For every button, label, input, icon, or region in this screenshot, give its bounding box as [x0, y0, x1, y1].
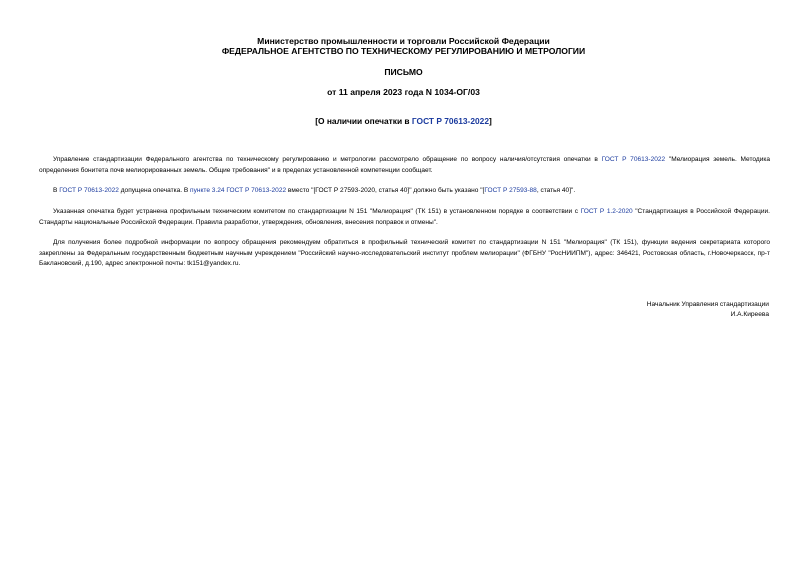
subject-close: ] — [488, 116, 492, 126]
p2-gost-27593-link[interactable]: ГОСТ Р 27593-88 — [484, 187, 537, 194]
signatory-title: Начальник Управления стандартизации — [646, 301, 769, 308]
paragraph-3 — [39, 207, 770, 228]
p2-text-b: допущена опечатка. В — [118, 187, 191, 194]
signature-block — [647, 300, 769, 321]
document-subject — [0, 116, 807, 126]
p1-text-a: Управление стандартизации Федерального агентства по техническому регулированию и метрологии рассмотрело обращение по вопросу наличия/отсутствия опечатки в — [53, 156, 602, 163]
subject-open: [О наличии опечатки в — [315, 116, 412, 126]
signatory-name: И.А.Киреева — [730, 311, 769, 319]
p3-gost-link[interactable]: ГОСТ Р 1.2-2020 — [580, 208, 633, 215]
p2-text-d: , статья 40]". — [536, 187, 576, 194]
p2-text-a: В — [53, 187, 60, 194]
p1-gost-link[interactable]: ГОСТ Р 70613-2022 — [601, 156, 666, 163]
paragraph-1 — [39, 155, 770, 176]
p2-clause-link[interactable]: пункте 3.24 ГОСТ Р 70613-2022 — [190, 187, 287, 194]
paragraph-2 — [39, 186, 770, 197]
p4-text: Для получения более подробной информации по вопросу обращения рекомендуем обратиться в профильный технический комитет по стандартизации N 151 "Мелиорация" (ТК 151), функции ведения секретариата которого закреплены за Федеральным государственным бюджетным научным учреждением "Российский научно-исследовательский институт проблем мелиорации" (ФГБНУ "РосНИИПМ"), адрес: 346421, Ростовская область, г.Новочеркасск, пр-т Баклановский, д.190, адрес электронной почты: tk151@yandex.ru. — [39, 239, 770, 268]
agency-name: ФЕДЕРАЛЬНОЕ АГЕНТСТВО ПО ТЕХНИЧЕСКОМУ РЕГУЛИРОВАНИЮ И МЕТРОЛОГИИ — [221, 46, 586, 56]
paragraph-4 — [39, 238, 770, 270]
p2-gost-link[interactable]: ГОСТ Р 70613-2022 — [59, 187, 119, 194]
subject-gost-link[interactable]: ГОСТ Р 70613-2022 — [411, 116, 489, 126]
document-type: ПИСЬМО — [384, 67, 423, 77]
p3-text-a: Указанная опечатка будет устранена профильным техническим комитетом по стандартизации N 151 "Мелиорация" (ТК 151) в установленном порядке в соответствии с — [53, 208, 581, 215]
ministry-name: Министерство промышленности и торговли Российской Федерации — [257, 36, 550, 46]
p3-text-b: "Стандартизация в Российской Федерации. Стандарты национальные Российской Федерации. Правила разработки, утверждения, обновления, внесения поправок и отмены". — [39, 208, 770, 226]
document-date-number: от 11 апреля 2023 года N 1034-ОГ/03 — [327, 87, 480, 97]
p2-text-c: вместо "[ГОСТ Р 27593-2020, статья 40]" должно быть указано "[ — [286, 187, 485, 194]
p1-text-b: "Мелиорация земель. Методика определения бонитета почв мелиорированных земель. Общие требования" и в пределах установленной компетенции сообщает. — [39, 156, 770, 174]
